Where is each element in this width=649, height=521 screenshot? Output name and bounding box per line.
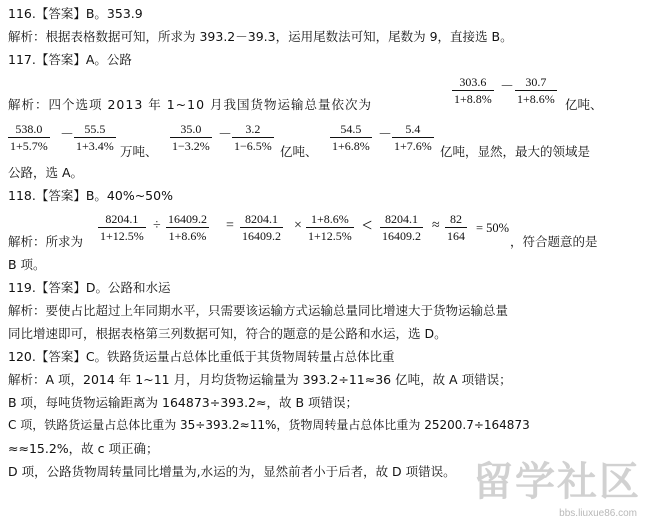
q120-answer: 120.【答案】C。铁路货运量占总体比重低于其货物周转量占总体比重	[8, 349, 395, 364]
q117-answer: 117.【答案】A。公路	[8, 52, 132, 67]
watermark-url: bbs.liuxue86.com	[559, 508, 637, 519]
q116-explanation: 解析：根据表格数据可知，所求为 393.2－39.3，运用尾数法可知，尾数为 9，直接选 B。	[8, 29, 513, 44]
q117-unit-tail: 亿吨，显然，最大的领域是	[440, 144, 591, 159]
q117-minus-2: －	[60, 128, 74, 143]
q120-line-c1: C 项，铁路货运量占总体比重为 35÷393.2≈11%，货物周转量占总体比重为 25200.7÷164873	[8, 418, 530, 432]
q117-frac-7: $\frac{54.5}{1+6.8\%}$	[332, 122, 370, 153]
q117-frac-8: $\frac{5.4}{1+7.6\%}$	[394, 122, 432, 153]
q117-frac-2: $\frac{30.7}{1+8.6\%}$	[517, 75, 555, 106]
q118-frac-4: $\frac{1+8.6\%}{1+12.5\%}$	[308, 212, 352, 243]
q118-div: ÷	[153, 218, 161, 233]
watermark-logo: 留学社区	[473, 459, 641, 505]
q117-frac-5: $\frac{35.0}{1-3.2\%}$	[172, 122, 210, 153]
q118-lt: <	[362, 215, 373, 235]
q117-unit-2: 万吨、	[120, 144, 158, 159]
q118-tail: ，符合题意的是	[510, 234, 598, 249]
q120-line-b: B 项，每吨货物运输距离为 164873÷393.2≈，故 B 项错误；	[8, 395, 358, 410]
q118-result: = 50%	[476, 221, 510, 235]
q118-last-line: B 项。	[8, 257, 46, 272]
q117-minus-3: －	[218, 128, 232, 143]
q117-unit-3: 亿吨、	[280, 144, 318, 159]
q118-frac-5: $\frac{8204.1}{16409.2}$	[382, 212, 421, 243]
q119-answer: 119.【答案】D。公路和水运	[8, 280, 171, 295]
q117-last-line: 公路，选 A。	[8, 165, 84, 180]
q117-minus-1: －	[500, 80, 514, 95]
q117-explain-lead: 解析：四个选项 2013 年 1~10 月我国货物运输总量依次为	[8, 97, 373, 112]
q118-frac-1: $\frac{8204.1}{1+12.5\%}$	[100, 212, 144, 243]
q118-eq: =	[226, 218, 234, 233]
q117-frac-4: $\frac{55.5}{1+3.4\%}$	[76, 122, 114, 153]
q118-answer: 118.【答案】B。40%~50%	[8, 188, 173, 203]
q117-minus-4: －	[378, 128, 392, 143]
q118-frac-6: $\frac{82}{164}$	[447, 212, 465, 243]
q118-explain-lead: 解析：所求为	[8, 234, 84, 249]
q119-explain-2: 同比增速即可，根据表格第三列数据可知，符合的题意的是公路和水运，选 D。	[8, 326, 447, 341]
q118-approx: ≈	[432, 218, 440, 233]
q120-line-a: 解析：A 项，2014 年 1~11 月，月均货物运输量为 393.2÷11≈36 亿吨，故 A 项错误；	[8, 372, 512, 387]
q118-frac-2: $\frac{16409.2}{1+8.6\%}$	[168, 212, 207, 243]
q117-frac-3: $\frac{538.0}{1+5.7\%}$	[10, 122, 48, 153]
q120-line-d: D 项，公路货物周转量同比增量为,水运的为，显然前者小于后者，故 D 项错误。	[8, 464, 456, 479]
q116-answer: 116.【答案】B。353.9	[8, 6, 143, 21]
q120-line-c2: ≈≈15.2%，故 c 项正确；	[8, 441, 159, 456]
q117-frac-6: $\frac{3.2}{1-6.5\%}$	[234, 122, 272, 153]
q119-explain-1: 解析：要使占比超过上年同期水平，只需要该运输方式运输总量同比增速大于货物运输总量	[8, 303, 509, 318]
q117-unit-1: 亿吨、	[565, 97, 603, 112]
q118-frac-3: $\frac{8204.1}{16409.2}$	[242, 212, 281, 243]
q117-frac-1: $\frac{303.6}{1+8.8\%}$	[454, 75, 492, 106]
q118-times: ×	[294, 218, 302, 233]
